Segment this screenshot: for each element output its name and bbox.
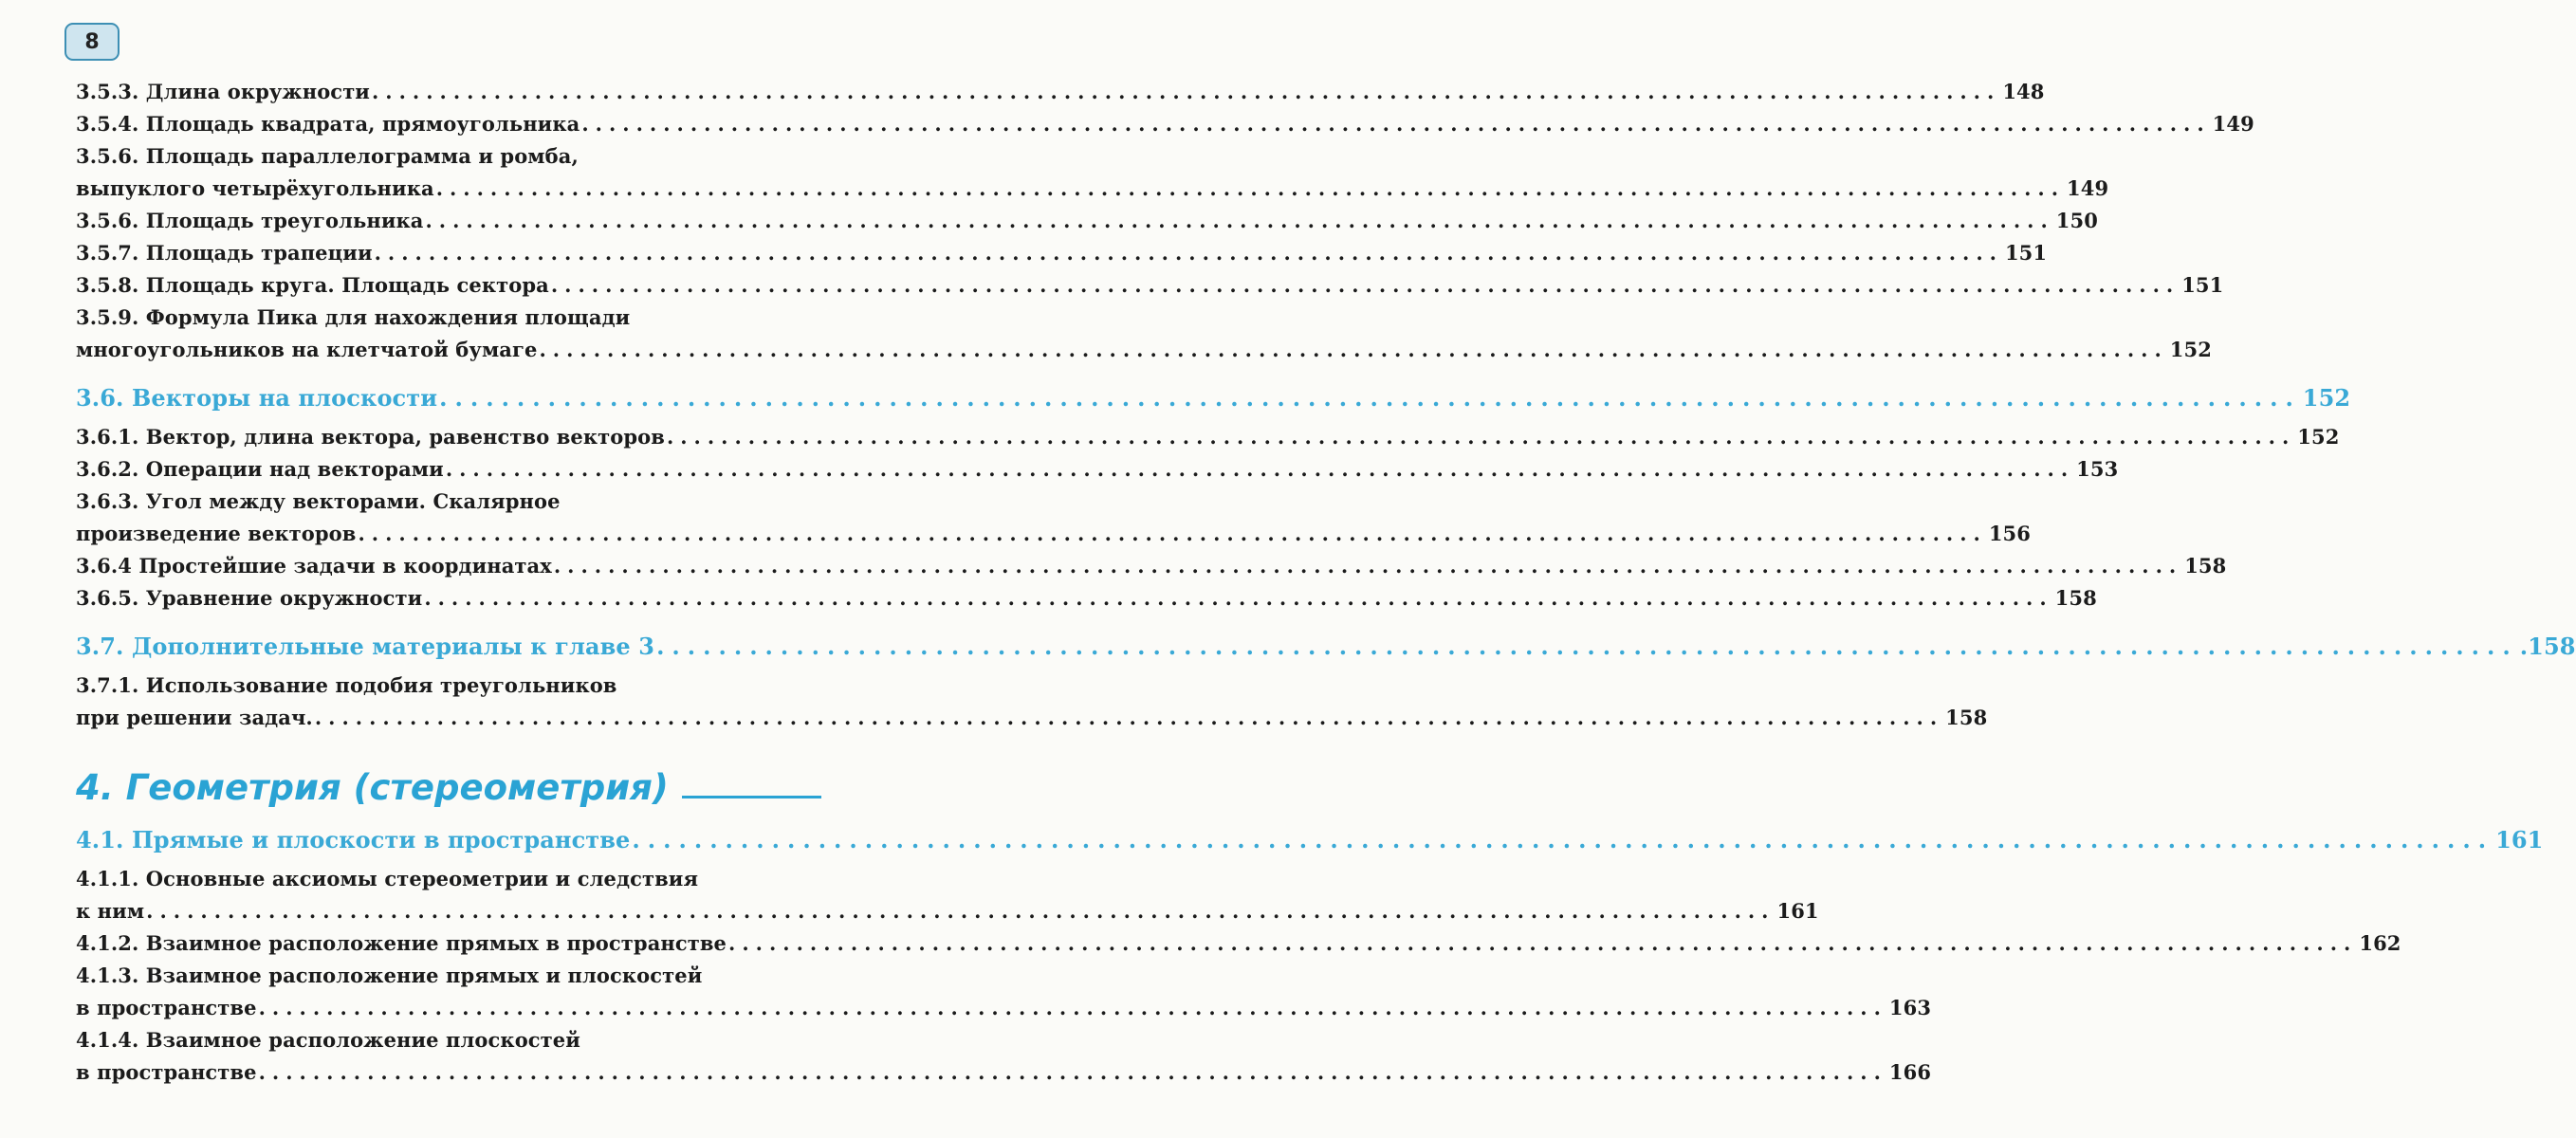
toc-entry-3-5-6-triangle [76, 205, 2098, 237]
entry-title-cont: в пространстве [76, 996, 257, 1019]
entry-title-cont: многоугольников на клетчатой бумаге [76, 338, 538, 361]
section-page: 161 [2495, 826, 2544, 854]
entry-title: 3.5.6. Площадь треугольника [76, 209, 424, 232]
entry-title: 3.7.1. Использование подобия треугольников [76, 673, 617, 697]
entry-page: 149 [2212, 112, 2254, 136]
entry-page: 149 [2067, 176, 2109, 200]
entry-page: 163 [1888, 996, 1932, 1019]
leader-dots: ........................................................................................................................ [656, 633, 2518, 660]
toc-entry-3-5-3 [76, 76, 2045, 108]
leader-dots: ........................................................................................................................ [358, 522, 1987, 545]
leader-dots: ........................................................................................................................ [435, 176, 2066, 200]
entry-title-cont: произведение векторов [76, 522, 357, 545]
toc-entry-3-6-5 [76, 582, 2097, 615]
entry-page: 156 [1988, 522, 2031, 545]
entry-title: 3.5.4. Площадь квадрата, прямоугольника [76, 112, 580, 136]
section-title: 4.1. Прямые и плоскости в пространстве [76, 826, 631, 854]
chapter-rule [682, 796, 821, 798]
leader-dots: ........................................................................................................................ [666, 425, 2296, 449]
entry-title: 4.1.3. Взаимное расположение прямых и плоскостей [76, 964, 703, 987]
toc-entry-3-6-2 [76, 453, 2119, 486]
entry-page: 158 [2184, 554, 2227, 578]
entry-page: 150 [2055, 209, 2098, 232]
toc-entry-4-1-1 [76, 863, 1819, 927]
toc-section-4-1 [76, 819, 2544, 861]
leader-dots: ........................................................................................................................ [632, 826, 2494, 854]
entry-title: 3.5.6. Площадь параллелограмма и ромба, [76, 144, 579, 168]
table-of-contents [76, 76, 2576, 1089]
toc-entry-3-5-4 [76, 108, 2254, 140]
entry-page: 148 [2002, 80, 2045, 103]
leader-dots: ........................................................................................................................ [445, 457, 2075, 481]
entry-title: 3.6.1. Вектор, длина вектора, равенство векторов [76, 425, 665, 449]
toc-entry-4-1-2 [76, 927, 2401, 960]
leader-dots: ........................................................................................................................ [539, 338, 2168, 361]
entry-title: 3.5.3. Длина окружности [76, 80, 370, 103]
toc-section-3-6 [76, 377, 2351, 419]
toc-entry-3-7-1 [76, 670, 1988, 734]
entry-page: 152 [2297, 425, 2340, 449]
entry-title: 3.6.2. Операции над векторами [76, 457, 444, 481]
entry-page: 158 [2054, 586, 2097, 610]
toc-entry-3-5-8 [76, 269, 2224, 302]
entry-title: 3.5.7. Площадь трапеции [76, 241, 373, 265]
section-page: 152 [2302, 384, 2351, 412]
entry-title: 3.6.4 Простейшие задачи в координатах [76, 554, 552, 578]
entry-title: 4.1.2. Взаимное расположение прямых в пространстве [76, 931, 727, 955]
leader-dots: ........................................................................................................................ [258, 996, 1887, 1019]
chapter-heading [76, 757, 821, 808]
toc-entry-3-5-6-parallelogram [76, 140, 2109, 205]
entry-title: 4.1.1. Основные аксиомы стереометрии и следствия [76, 867, 699, 890]
entry-title: 4.1.4. Взаимное расположение плоскостей [76, 1028, 580, 1052]
section-title: 3.7. Дополнительные материалы к главе 3 [76, 633, 655, 660]
toc-entry-4-1-4 [76, 1024, 1932, 1089]
leader-dots: ........................................................................................................................ [258, 1060, 1887, 1084]
entry-title-cont: при решении задач. [76, 706, 313, 729]
page-number: 8 [64, 23, 120, 61]
leader-dots: ........................................................................................................................ [314, 706, 1944, 729]
leader-dots: ........................................................................................................................ [439, 384, 2301, 412]
entry-page: 153 [2076, 457, 2119, 481]
toc-entry-4-1-3 [76, 960, 1932, 1024]
entry-title: 3.6.5. Уравнение окружности [76, 586, 423, 610]
entry-page: 151 [2004, 241, 2048, 265]
entry-title-cont: в пространстве [76, 1060, 257, 1084]
entry-page: 166 [1888, 1060, 1932, 1084]
entry-title-cont: к ним [76, 899, 145, 923]
entry-page: 162 [2359, 931, 2401, 955]
toc-entry-3-6-3 [76, 486, 2031, 550]
entry-page: 161 [1776, 899, 1819, 923]
entry-title: 3.5.9. Формула Пика для нахождения площади [76, 305, 631, 329]
leader-dots: ........................................................................................................................ [728, 931, 2358, 955]
entry-title: 3.5.8. Площадь круга. Площадь сектора [76, 273, 549, 297]
leader-dots: ........................................................................................................................ [424, 586, 2053, 610]
leader-dots: ........................................................................................................................ [371, 80, 2001, 103]
toc-entry-3-6-4 [76, 550, 2227, 582]
leader-dots: ........................................................................................................................ [146, 899, 1776, 923]
section-title: 3.6. Векторы на плоскости [76, 384, 438, 412]
leader-dots: ........................................................................................................................ [374, 241, 2003, 265]
toc-section-3-7 [76, 626, 2576, 668]
chapter-title: 4. Геометрия (стереометрия) [76, 767, 669, 808]
entry-title-cont: выпуклого четырёхугольника [76, 176, 434, 200]
leader-dots: ........................................................................................................................ [553, 554, 2183, 578]
entry-title: 3.6.3. Угол между векторами. Скалярное [76, 489, 561, 513]
entry-page: 158 [1945, 706, 1988, 729]
leader-dots: ........................................................................................................................ [581, 112, 2211, 136]
toc-entry-3-5-7 [76, 237, 2048, 269]
toc-entry-3-5-9 [76, 302, 2212, 366]
section-page: .158 [2519, 633, 2576, 660]
entry-page: 152 [2169, 338, 2212, 361]
toc-entry-3-6-1 [76, 421, 2340, 453]
leader-dots: ........................................................................................................................ [550, 273, 2180, 297]
entry-page: 151 [2181, 273, 2224, 297]
leader-dots: ........................................................................................................................ [425, 209, 2054, 232]
